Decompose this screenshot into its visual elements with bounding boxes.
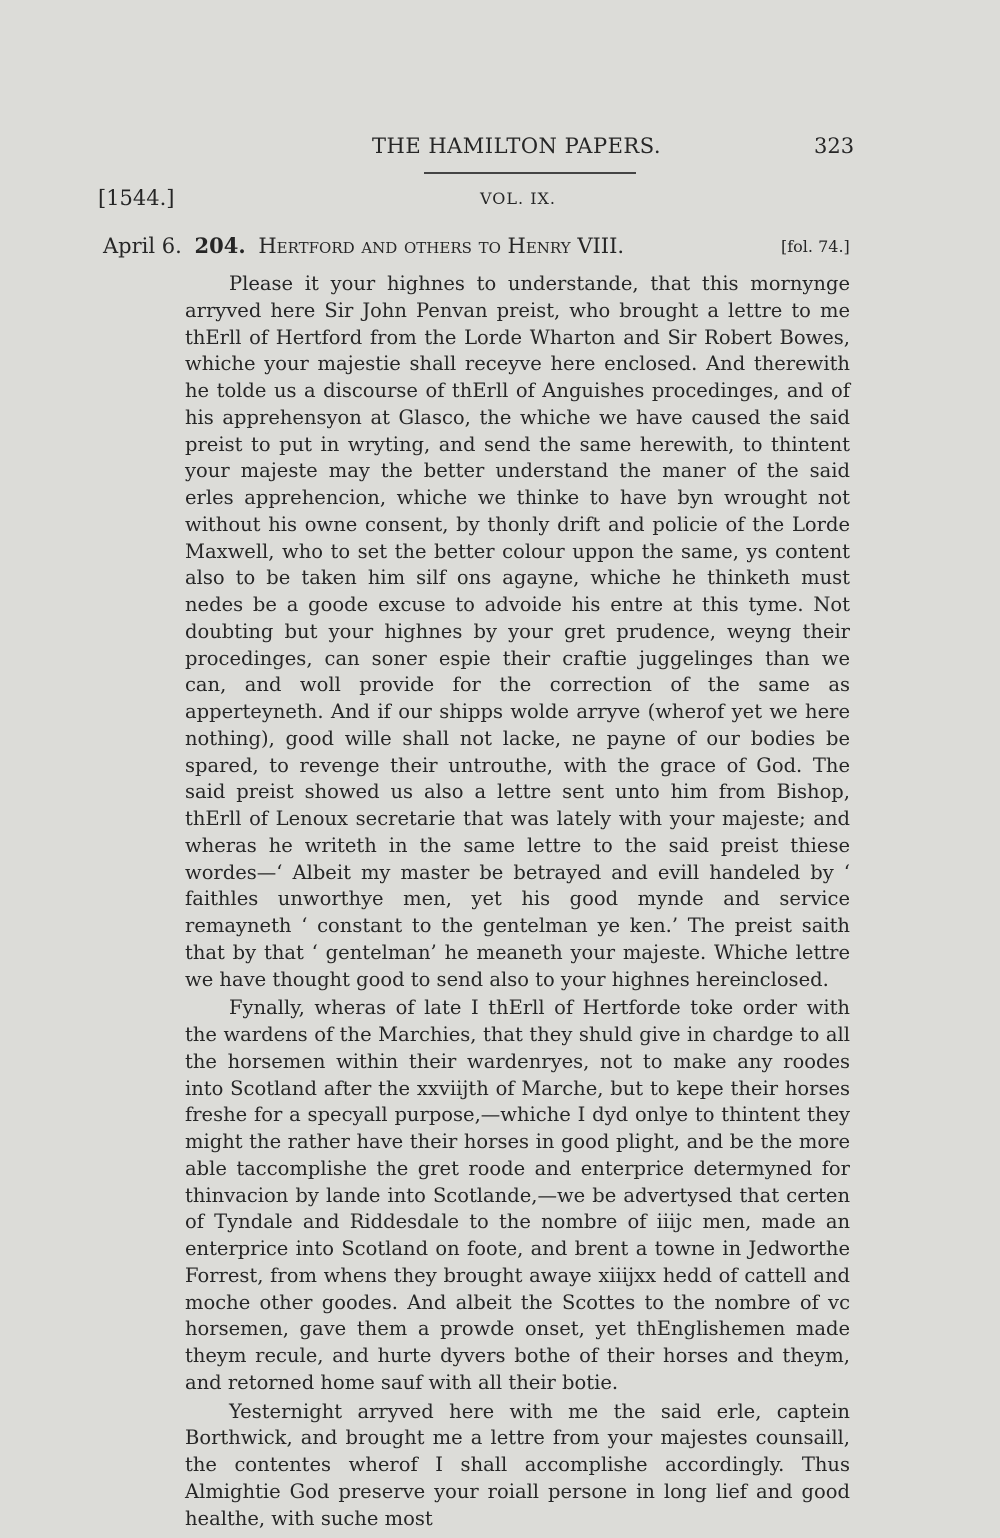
volume-label: VOL. IX. <box>480 189 556 208</box>
letter-body <box>185 271 850 1532</box>
entry-date: April 6. <box>103 234 182 258</box>
header-rule <box>424 172 636 174</box>
paragraph: Yesternight arryved here with me the said erle, captein Borthwick, and brought me a lettre from your majestes counsaill, the contentes wherof I shall accomplishe accordingly. Thus Almightie God preserve your roiall persone in long lief and good healthe, with suche most <box>185 1399 850 1530</box>
page-number: 323 <box>814 134 855 158</box>
folio-reference: [fol. 74.] <box>781 237 850 256</box>
entry-title: Hertford and others to Henry VIII. <box>258 234 625 258</box>
running-title: THE HAMILTON PAPERS. <box>372 134 662 158</box>
paragraph: Fynally, wheras of late I thErll of Hertforde toke order with the wardens of the Marchies, that they shuld give in chardge to all the horsemen within their wardenryes, not to make any roodes into Scotland after the xxviijth of Marche, but to kepe their horses freshe for a specyall purpose,—whiche I dyd onlye to thintent they might the rather have their horses in good plight, and be the more able taccomplishe the gret roode and enterprice determyned for thinvacion by lande into Scotlande,—we be advertysed that certen of Tyndale and Riddesdale to the nombre of iiijc men, made an enterprice into Scotland on foote, and brent a towne in Jedworthe Forrest, from whens they brought awaye xiiijxx hedd of cattell and moche other goodes. And albeit the Scottes to the nombre of vc horsemen, gave them a prowde onset, yet thEnglishemen made theym recule, and hurte dyvers bothe of their horses and theym, and retorned home sauf with all their botie. <box>185 996 850 1394</box>
entry-heading <box>103 233 863 258</box>
paragraph: Please it your highnes to understande, that this mornynge arryved here Sir John Penvan preist, who brought a lettre to me thErll of Hertford from the Lorde Wharton and Sir Robert Bowes, whiche your majestie shall receyve here enclosed. And therewith he tolde us a discourse of thErll of Anguishes procedinges, and of his apprehensyon at Glasco, the whiche we have caused the said preist to put in wryting, and send the same herewith, to thintent your majeste may the better understand the maner of the said erles apprehencion, whiche we thinke to have byn wrought not without his owne consent, by thonly drift and policie of the Lorde Maxwell, who to set the better colour uppon the same, ys content also to be taken him silf ons agayne, whiche he thinketh must nedes be a goode excuse to advoide his entre at this tyme. Not doubting but your highnes by your gret prudence, weyng their procedinges, can soner espie their craftie juggelinges than we can, and woll provide for the correction of the same as apperteyneth. And if our shipps wolde arryve (wherof yet we here nothing), good wille shall not lacke, ne payne of our bodies be spared, to revenge their untrouthe, with the grace of God. The said preist showed us also a lettre sent unto him from Bishop, thErll of Lenoux secretarie that was lately with your majeste; and wheras he writeth in the same lettre to the said preist thiese wordes—‘ Albeit my master be betrayed and evill handeled by ‘ faithles unworthye men, yet his good mynde and service remayneth ‘ constant to the gentelman ye ken.’ The preist saith that by that ‘ gentelman’ he meaneth your majeste. Whiche lettre we have thought good to send also to your highnes hereinclosed. <box>185 272 850 991</box>
entry-number: 204. <box>194 233 246 258</box>
year-label: [1544.] <box>98 186 175 210</box>
